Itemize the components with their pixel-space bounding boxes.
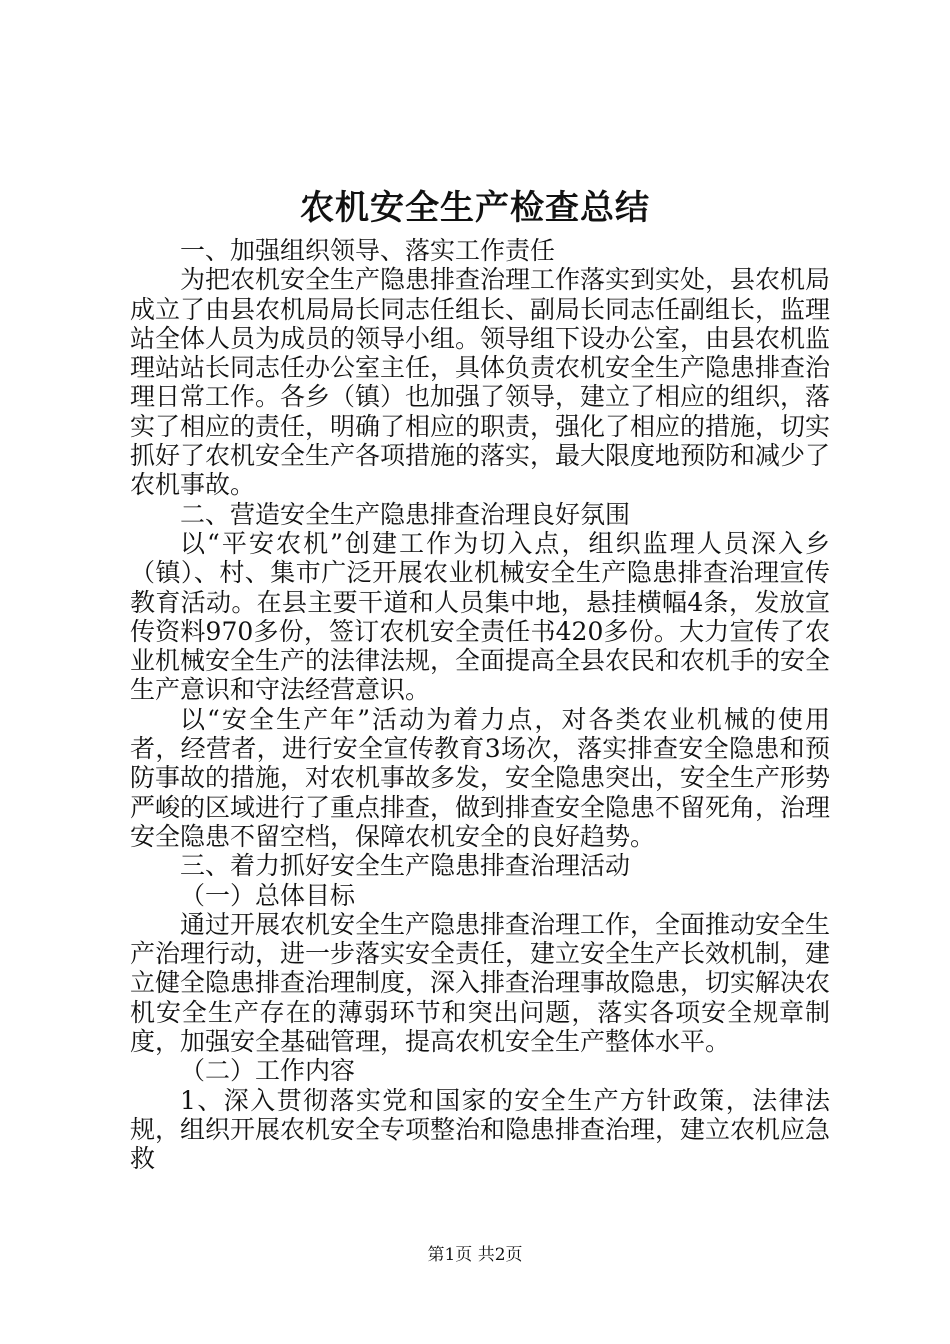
paragraph-5: 1、深入贯彻落实党和国家的安全生产方针政策，法律法规，组织开展农机安全专项整治和隐患排查治理，建立农机应急救 xyxy=(130,1085,831,1174)
paragraph-4: 通过开展农机安全生产隐患排查治理工作，全面推动安全生产治理行动，进一步落实安全责任，建立安全生产长效机制，建立健全隐患排查治理制度，深入排查治理事故隐患，切实解决农机安全生产存在的薄弱环节和突出问题，落实各项安全规章制度，加强安全基础管理，提高农机安全生产整体水平。 xyxy=(130,909,831,1057)
page-footer: 第1页 共2页 xyxy=(427,1245,523,1265)
section-heading-1: 一、加强组织领导、落实工作责任 xyxy=(180,236,556,265)
section-heading-3: 三、着力抓好安全生产隐患排查治理活动 xyxy=(180,851,631,881)
document-title: 农机安全生产检查总结 xyxy=(300,188,650,228)
subsection-heading-1: （一）总体目标 xyxy=(180,880,356,910)
document-body xyxy=(130,236,830,1174)
subsection-heading-2: （二）工作内容 xyxy=(180,1056,356,1086)
section-heading-2: 二、营造安全生产隐患排查治理良好氛围 xyxy=(180,499,631,529)
paragraph-2: 以“平安农机”创建工作为切入点，组织监理人员深入乡（镇）、村、集市广泛开展农业机械安全生产隐患排查治理宣传教育活动。在县主要干道和人员集中地，悬挂横幅4条，发放宣传资料970多份，签订农机安全责任书420多份。大力宣传了农业机械安全生产的法律法规，全面提高全县农民和农机手的安全生产意识和守法经营意识。 xyxy=(130,528,831,705)
paragraph-1: 为把农机安全生产隐患排查治理工作落实到实处，县农机局成立了由县农机局局长同志任组长、副局长同志任副组长，监理站全体人员为成员的领导小组。领导组下设办公室，由县农机监理站站长同志任办公室主任，具体负责农机安全生产隐患排查治理日常工作。各乡（镇）也加强了领导，建立了相应的组织，落实了相应的责任，明确了相应的职责，强化了相应的措施，切实抓好了农机安全生产各项措施的落实，最大限度地预防和减少了农机事故。 xyxy=(130,265,831,500)
paragraph-3: 以“安全生产年”活动为着力点，对各类农业机械的使用者，经营者，进行安全宣传教育3场次，落实排查安全隐患和预防事故的措施，对农机事故多发，安全隐患突出，安全生产形势严峻的区域进行了重点排查，做到排查安全隐患不留死角，治理安全隐患不留空档，保障农机安全的良好趋势。 xyxy=(130,704,831,851)
